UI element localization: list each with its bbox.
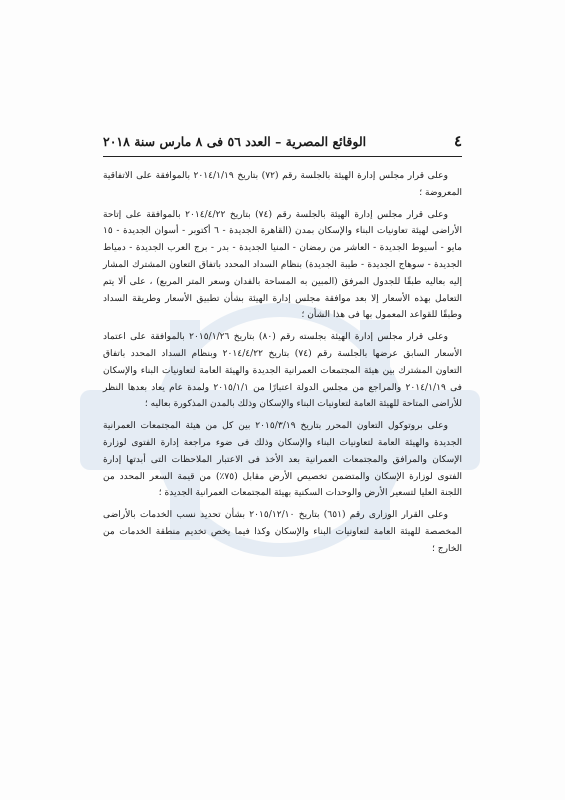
page-number: ٤ — [453, 132, 462, 150]
page-header — [103, 131, 462, 151]
header-divider — [103, 156, 462, 157]
header-title: الوقائع المصرية – العدد ٥٦ فى ٨ مارس سنة ٢٠١٨ — [103, 133, 367, 149]
paragraph: وعلى قرار مجلس إدارة الهيئة بالجلسة رقم (٧٤) بتاريخ ٢٠١٤/٤/٢٢ بالموافقة على إتاحة الأراضى لهيئة تعاونيات البناء والإسكان بمدن (القاهرة الجديدة - ٦ أكتوبر - أسوان الجديدة - ١٥ مايو - أسيوط الجديدة - العاشر من رمضان - المنيا الجديدة - بدر - برج العرب الجديدة - دمياط الجديدة - سوهاج الجديدة - طيبة الجديدة) بنظام السداد المحدد باتفاق التعاون المشترك المشار إليه بعاليه طبقًا للجدول المرفق (المبين به المساحة بالفدان وسعر المتر المربع) ، على ألا يتم التعامل بهذه الأسعار إلا بعد موافقة مجلس إدارة الهيئة بشأن تطبيق الأسعار وطريقة السداد وطبقًا للقواعد المعمول بها فى هذا الشأن ؛ — [103, 209, 462, 321]
document-body — [103, 168, 462, 563]
paragraph: وعلى قرار مجلس إدارة الهيئة بالجلسة رقم (٧٢) بتاريخ ٢٠١٤/١/١٩ بالموافقة على الاتفاقية المعروضة ؛ — [103, 171, 462, 198]
paragraph: وعلى بروتوكول التعاون المحرر بتاريخ ٢٠١٥/٣/١٩ بين كل من هيئة المجتمعات العمرانية الجديدة والهيئة العامة لتعاونيات البناء والإسكان وذلك فى ضوء مراجعة إدارة الفتوى لوزارة الإسكان والمرافق والمجتمعات العمرانية بعد الأخذ فى الاعتبار الملاحظات التى أبدتها إدارة الفتوى لوزارة الإسكان والمتضمن تخصيص الأرض مقابل (٧٥٪) من قيمة السعر المحدد من اللجنة العليا لتسعير الأرض والوحدات السكنية بهيئة المجتمعات العمرانية الجديدة ؛ — [103, 421, 462, 499]
paragraph: وعلى قرار مجلس إدارة الهيئة بجلسته رقم (٨٠) بتاريخ ٢٠١٥/١/٢٦ بالموافقة على اعتماد الأسعار السابق عرضها بالجلسة رقم (٧٤) بتاريخ ٢٠١٤/٤/٢٢ وبنظام السداد المحدد باتفاق التعاون المشترك بين هيئة المجتمعات العمرانية الجديدة والهيئة العامة لتعاونيات البناء والإسكان فى ٢٠١٤/١/١٩ والمراجع من مجلس الدولة اعتبارًا من ٢٠١٥/١/١ ولمدة عام يعاد بعدها النظر للأراضى المتاحة للهيئة العامة لتعاونيات البناء والإسكان وذلك بالمدن المذكورة بعاليه ؛ — [103, 332, 463, 410]
paragraph: وعلى القرار الوزارى رقم (٦٥١) بتاريخ ٢٠١٥/١٢/١٠ بشأن تحديد نسب الخدمات بالأراضى المخصصة للهيئة العامة لتعاونيات البناء والإسكان وكذا فيما يخص تخديم منطقة الخدمات من الخارج ؛ — [103, 510, 462, 554]
